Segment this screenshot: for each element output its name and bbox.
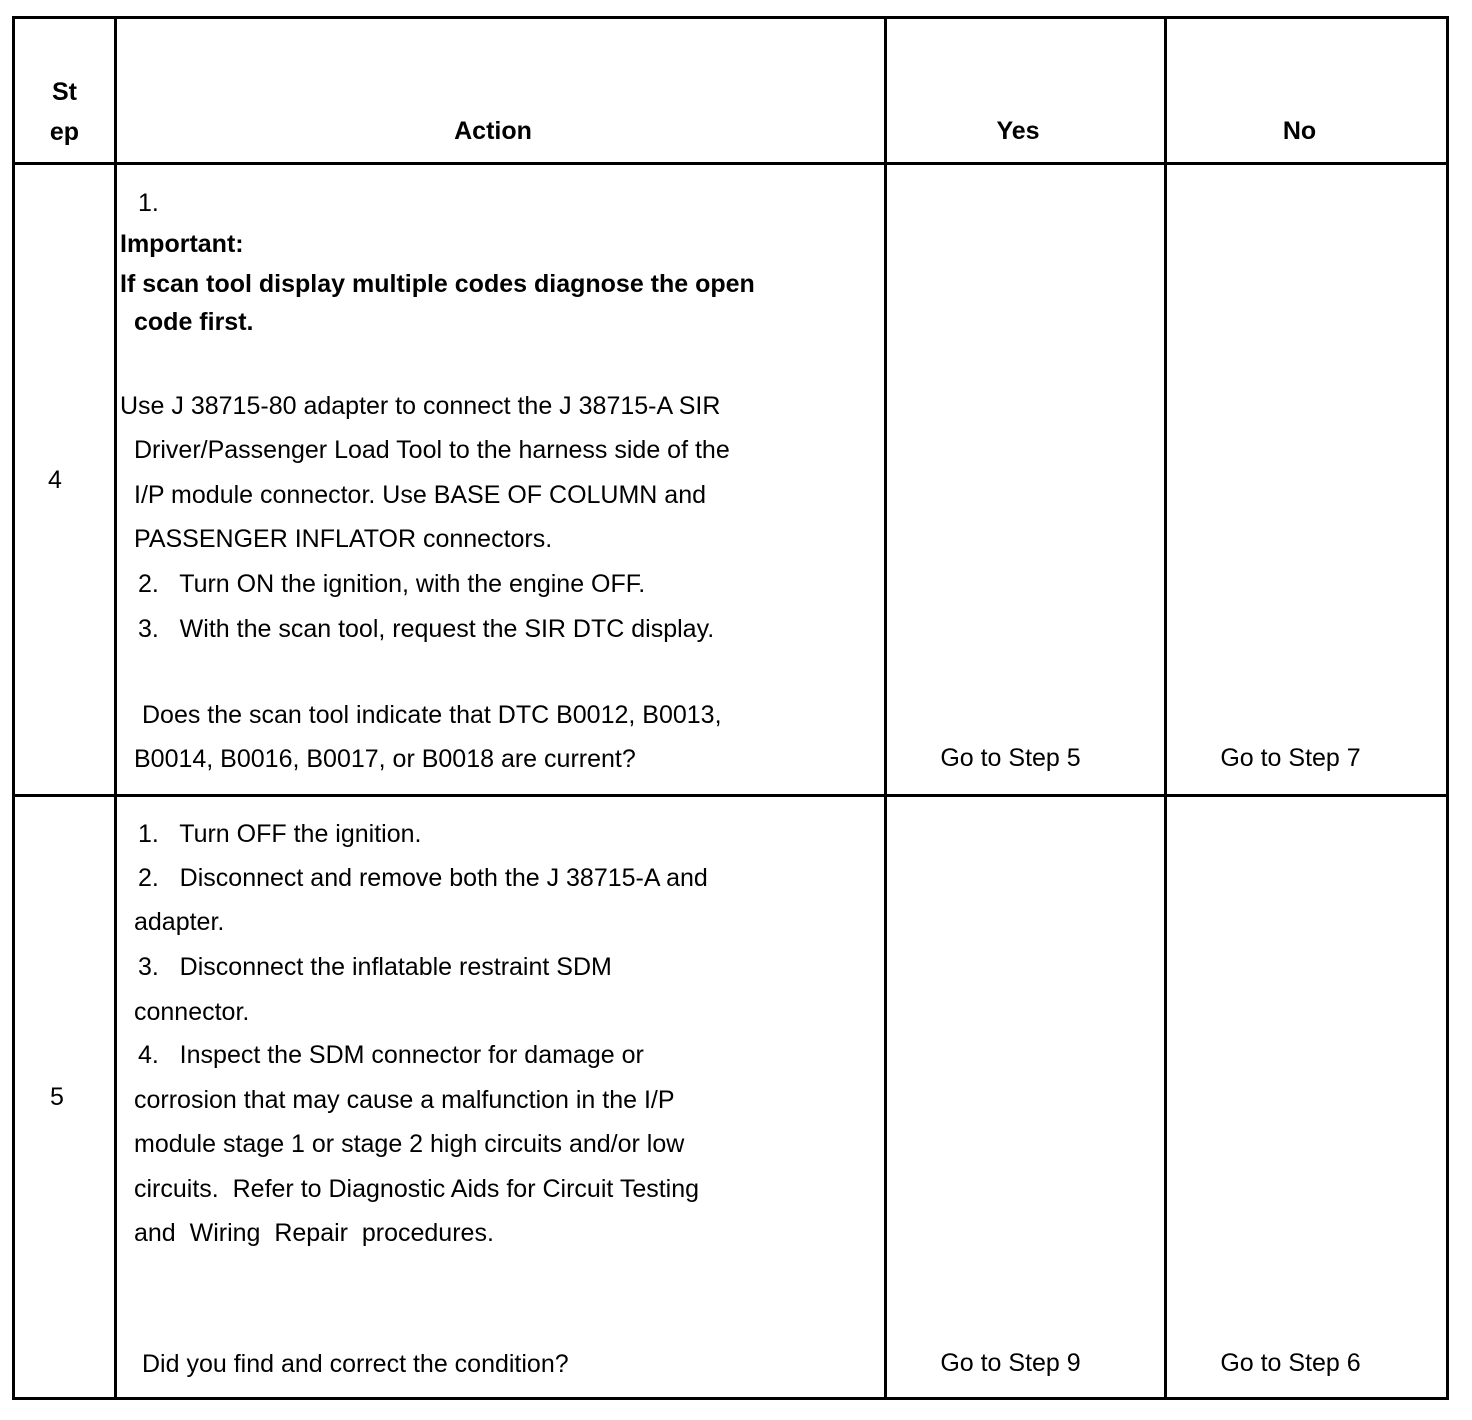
header-step [15, 72, 114, 152]
action-line: module stage 1 or stage 2 high circuits and/or low [134, 1130, 685, 1158]
table-border-bottom [12, 1397, 1449, 1400]
no-answer: Go to Step 6 [1220, 1349, 1361, 1377]
header-divider [12, 162, 1449, 165]
column-divider-step [114, 16, 117, 1400]
header-no: No [1282, 117, 1317, 145]
action-line: 1. Turn OFF the ignition. [138, 820, 422, 848]
action-line: PASSENGER INFLATOR connectors. [134, 525, 553, 553]
action-line: Use J 38715-80 adapter to connect the J 38715-A SIR [120, 392, 721, 420]
action-line: 3. Disconnect the inflatable restraint SDM [138, 953, 612, 981]
action-line: adapter. [134, 908, 225, 936]
column-divider-yes [1164, 16, 1167, 1400]
action-line: 3. With the scan tool, request the SIR DTC display. [138, 615, 715, 643]
table-border-right [1446, 16, 1449, 1400]
yes-answer: Go to Step 5 [940, 744, 1081, 772]
step-number: 5 [50, 1083, 64, 1111]
row-divider [12, 794, 1449, 797]
important-note: If scan tool display multiple codes diagnose the open [120, 270, 755, 298]
action-line: connector. [134, 998, 250, 1026]
header-yes: Yes [996, 117, 1040, 145]
table-border-top [12, 16, 1449, 19]
action-line: and Wiring Repair procedures. [134, 1219, 494, 1247]
step-number: 4 [48, 466, 62, 494]
yes-answer: Go to Step 9 [940, 1349, 1081, 1377]
no-answer: Go to Step 7 [1220, 744, 1361, 772]
action-line: 4. Inspect the SDM connector for damage or [138, 1041, 644, 1069]
important-note: code first. [134, 308, 254, 336]
question-line: Does the scan tool indicate that DTC B0012, B0013, [142, 701, 722, 729]
table-border-left [12, 16, 15, 1400]
action-line: 1. [138, 189, 159, 217]
important-label: Important: [120, 230, 244, 258]
action-line: circuits. Refer to Diagnostic Aids for Circuit Testing [134, 1175, 700, 1203]
header-step-line1: St [52, 78, 77, 106]
question-line: Did you find and correct the condition? [142, 1350, 569, 1378]
column-divider-action [884, 16, 887, 1400]
action-line: 2. Disconnect and remove both the J 38715-A and [138, 864, 708, 892]
action-line: Driver/Passenger Load Tool to the harness side of the [134, 436, 730, 464]
action-line: 2. Turn ON the ignition, with the engine OFF. [138, 570, 646, 598]
header-step-line2: ep [49, 118, 80, 146]
header-action: Action [454, 117, 532, 145]
action-line: corrosion that may cause a malfunction in the I/P [134, 1086, 675, 1114]
question-line: B0014, B0016, B0017, or B0018 are current? [134, 745, 636, 773]
action-line: I/P module connector. Use BASE OF COLUMN and [134, 481, 707, 509]
